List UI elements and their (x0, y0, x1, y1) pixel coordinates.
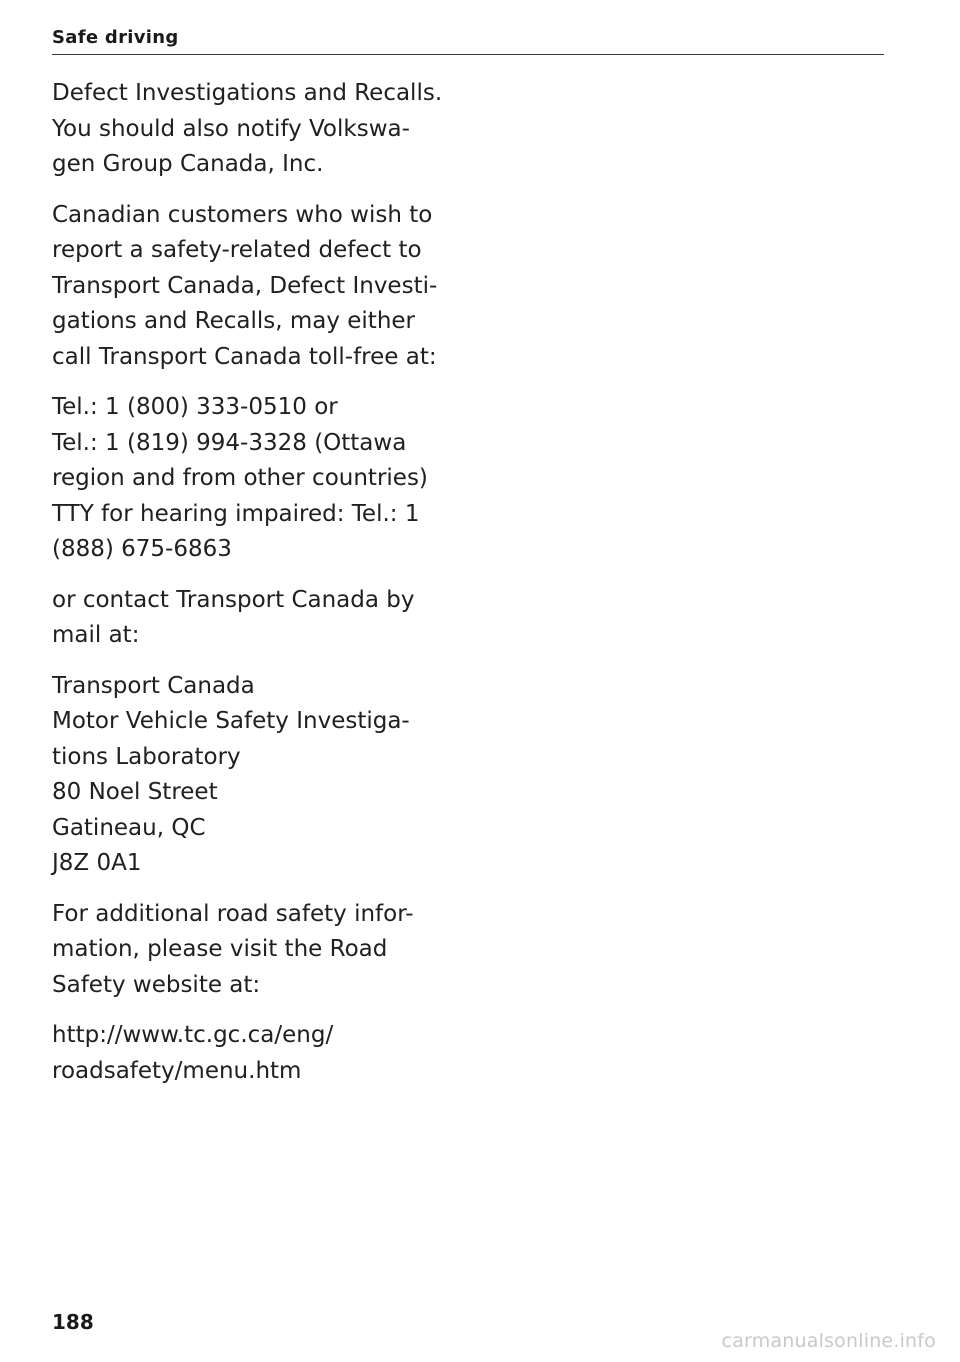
paragraph-phone-numbers (52, 390, 482, 568)
text-line: roadsafety/menu.htm (52, 1057, 302, 1084)
text-line: call Transport Canada toll-free at: (52, 343, 437, 370)
text-line: Transport Canada (52, 672, 255, 699)
paragraph-gap (52, 375, 482, 390)
text-line: http://www.tc.gc.ca/eng/ (52, 1022, 334, 1048)
text-line: or contact Transport Canada by (52, 586, 415, 613)
body-column (52, 76, 482, 1089)
paragraph-gap (52, 1003, 482, 1018)
text-line: Canadian customers who wish to (52, 201, 433, 228)
paragraph-website-url (52, 1018, 482, 1089)
text-line: Motor Vehicle Safety Investiga- (52, 708, 410, 734)
paragraph-recalls-notice (52, 76, 482, 183)
text-line: mail at: (52, 622, 140, 648)
text-line: gen Group Canada, Inc. (52, 151, 324, 177)
text-line: Defect Investigations and Recalls. (52, 80, 443, 106)
text-line: Tel.: 1 (800) 333-0510 or (52, 394, 338, 420)
paragraph-gap (52, 882, 482, 897)
text-line: tions Laboratory (52, 743, 241, 770)
text-line: Safety website at: (52, 971, 261, 998)
text-line: (888) 675-6863 (52, 536, 232, 562)
paragraph-gap (52, 183, 482, 198)
text-line: J8Z 0A1 (52, 850, 142, 876)
text-line: report a safety-related defect to (52, 237, 422, 263)
running-header: Safe driving (52, 27, 179, 48)
paragraph-gap (52, 654, 482, 669)
text-line: mation, please visit the Road (52, 936, 388, 962)
text-line: region and from other countries) (52, 465, 428, 491)
text-line: 80 Noel Street (52, 779, 218, 805)
header-divider (52, 54, 884, 55)
paragraph-mailing-address (52, 669, 482, 882)
text-line: gations and Recalls, may either (52, 308, 416, 334)
paragraph-gap (52, 568, 482, 583)
text-line: TTY for hearing impaired: Tel.: 1 (52, 500, 420, 527)
page-number: 188 (52, 1310, 94, 1334)
text-line: Tel.: 1 (819) 994-3328 (Ottawa (52, 429, 407, 456)
site-watermark: carmanualsonline.info (721, 1330, 936, 1352)
paragraph-mail-contact (52, 583, 482, 654)
text-line: Gatineau, QC (52, 814, 206, 841)
paragraph-road-safety-info (52, 897, 482, 1004)
text-line: For additional road safety infor- (52, 900, 414, 927)
paragraph-canadian-customers (52, 198, 482, 376)
text-line: You should also notify Volkswa- (52, 115, 410, 142)
text-line: Transport Canada, Defect Investi- (52, 272, 438, 299)
